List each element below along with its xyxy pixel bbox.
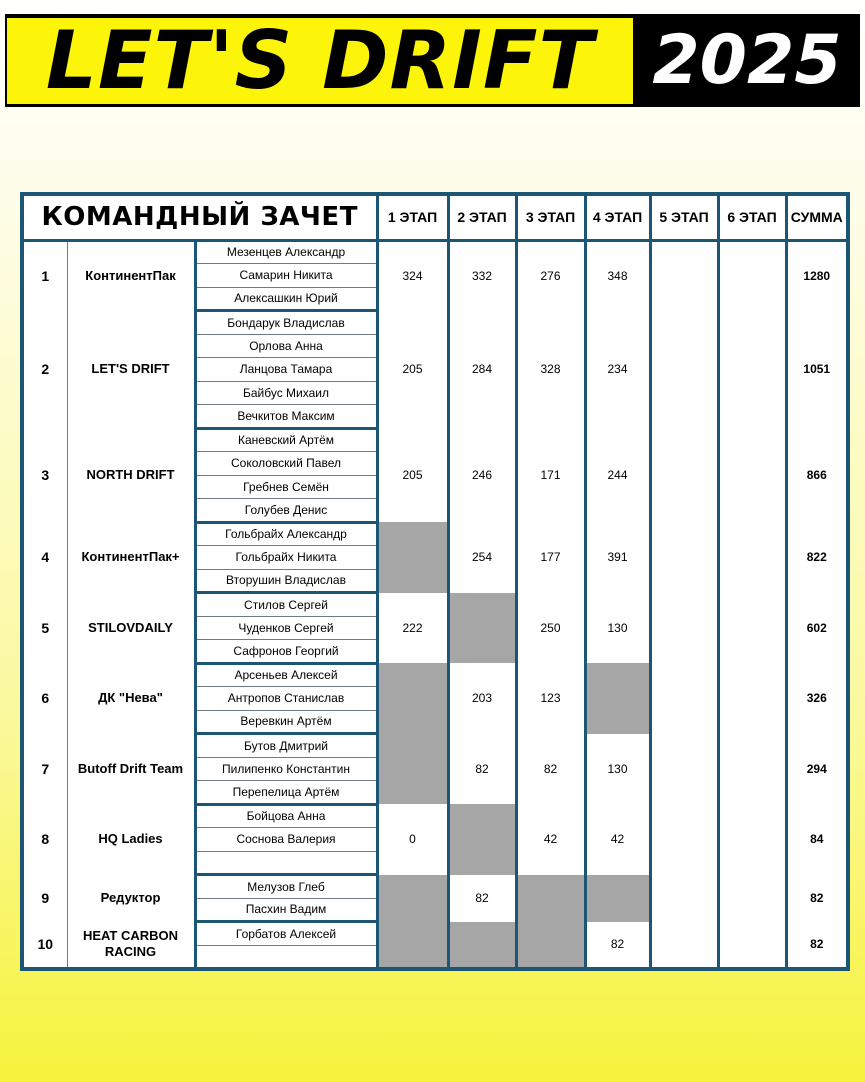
table-row xyxy=(22,240,848,264)
stage-2-score: 254 xyxy=(448,522,516,593)
stage-3-score: 250 xyxy=(516,593,585,664)
driver-name: Пилипенко Константин xyxy=(195,757,377,781)
stage-1-score: 222 xyxy=(377,593,448,664)
stage-4-score: 391 xyxy=(585,522,650,593)
stage-4-score: 82 xyxy=(585,922,650,969)
team-name: HEAT CARBON RACING xyxy=(67,922,195,969)
team-place: 8 xyxy=(22,804,67,875)
driver-name: Гольбрайх Никита xyxy=(195,546,377,570)
driver-name: Чуденков Сергей xyxy=(195,616,377,640)
stage-3-score: 276 xyxy=(516,240,585,311)
driver-name: Орлова Анна xyxy=(195,334,377,358)
stage-3-header: 3 ЭТАП xyxy=(516,194,585,240)
stage-1-score: 205 xyxy=(377,311,448,429)
stage-2-score: 284 xyxy=(448,311,516,429)
team-total: 82 xyxy=(786,922,848,969)
event-year: 2025 xyxy=(652,21,842,100)
stage-2-score xyxy=(448,593,516,664)
stage-1-score xyxy=(377,663,448,734)
team-name: LET'S DRIFT xyxy=(67,311,195,429)
driver-name: Самарин Никита xyxy=(195,264,377,288)
team-place: 6 xyxy=(22,663,67,734)
driver-name: Байбус Михаил xyxy=(195,381,377,405)
stage-4-score: 348 xyxy=(585,240,650,311)
driver-name: Ланцова Тамара xyxy=(195,358,377,382)
stage-1-header: 1 ЭТАП xyxy=(377,194,448,240)
driver-name: Бондарук Владислав xyxy=(195,311,377,335)
driver-name: Гольбрайх Александр xyxy=(195,522,377,546)
team-name: Butoff Drift Team xyxy=(67,734,195,805)
driver-name: Алексашкин Юрий xyxy=(195,287,377,311)
driver-name: Соснова Валерия xyxy=(195,828,377,852)
stage-2-score: 82 xyxy=(448,875,516,922)
stage-3-score: 123 xyxy=(516,663,585,734)
stage-2-score: 246 xyxy=(448,428,516,522)
team-place: 3 xyxy=(22,428,67,522)
banner-title-block xyxy=(7,14,633,107)
team-name: STILOVDAILY xyxy=(67,593,195,664)
stage-3-score xyxy=(516,922,585,969)
stage-1-score xyxy=(377,922,448,969)
table-title: КОМАНДНЫЙ ЗАЧЕТ xyxy=(22,194,377,240)
driver-name: Пасхин Вадим xyxy=(195,898,377,922)
stage-6-column xyxy=(718,240,786,969)
team-name: КонтинентПак+ xyxy=(67,522,195,593)
driver-name: Перепелица Артём xyxy=(195,781,377,805)
stage-4-score xyxy=(585,875,650,922)
driver-name: Стилов Сергей xyxy=(195,593,377,617)
stage-4-header: 4 ЭТАП xyxy=(585,194,650,240)
team-place: 1 xyxy=(22,240,67,311)
team-name: КонтинентПак xyxy=(67,240,195,311)
stage-4-score: 130 xyxy=(585,593,650,664)
stage-2-score: 203 xyxy=(448,663,516,734)
stage-1-score: 205 xyxy=(377,428,448,522)
driver-name xyxy=(195,851,377,875)
driver-name: Бойцова Анна xyxy=(195,804,377,828)
driver-name: Антропов Станислав xyxy=(195,687,377,711)
team-name: NORTH DRIFT xyxy=(67,428,195,522)
driver-name: Вторушин Владислав xyxy=(195,569,377,593)
team-place: 7 xyxy=(22,734,67,805)
driver-name: Соколовский Павел xyxy=(195,452,377,476)
stage-5-column xyxy=(650,240,718,969)
standings-body xyxy=(22,240,848,969)
team-name: Редуктор xyxy=(67,875,195,922)
stage-2-score xyxy=(448,804,516,875)
driver-name xyxy=(195,945,377,969)
team-total: 326 xyxy=(786,663,848,734)
team-place: 5 xyxy=(22,593,67,664)
driver-name: Веревкин Артём xyxy=(195,710,377,734)
stage-2-score xyxy=(448,922,516,969)
stage-3-score: 82 xyxy=(516,734,585,805)
driver-name: Горбатов Алексей xyxy=(195,922,377,946)
driver-name: Сафронов Георгий xyxy=(195,640,377,664)
team-place: 2 xyxy=(22,311,67,429)
stage-3-score: 42 xyxy=(516,804,585,875)
driver-name: Арсеньев Алексей xyxy=(195,663,377,687)
stage-3-score xyxy=(516,875,585,922)
team-place: 9 xyxy=(22,875,67,922)
driver-name: Вечкитов Максим xyxy=(195,405,377,429)
stage-1-score xyxy=(377,734,448,805)
stage-1-score xyxy=(377,522,448,593)
team-total: 1051 xyxy=(786,311,848,429)
stage-2-score: 82 xyxy=(448,734,516,805)
team-total: 822 xyxy=(786,522,848,593)
stage-4-score xyxy=(585,663,650,734)
stage-1-score: 324 xyxy=(377,240,448,311)
team-name: HQ Ladies xyxy=(67,804,195,875)
team-total: 84 xyxy=(786,804,848,875)
team-total: 866 xyxy=(786,428,848,522)
team-place: 10 xyxy=(22,922,67,969)
team-total: 294 xyxy=(786,734,848,805)
event-title: LET'S DRIFT xyxy=(45,14,595,107)
stage-5-header: 5 ЭТАП xyxy=(650,194,718,240)
driver-name: Голубев Денис xyxy=(195,499,377,523)
stage-3-score: 177 xyxy=(516,522,585,593)
driver-name: Бутов Дмитрий xyxy=(195,734,377,758)
driver-name: Мезенцев Александр xyxy=(195,240,377,264)
stage-3-score: 171 xyxy=(516,428,585,522)
stage-2-header: 2 ЭТАП xyxy=(448,194,516,240)
driver-name: Мелузов Глеб xyxy=(195,875,377,899)
stage-4-score: 244 xyxy=(585,428,650,522)
stage-4-score: 234 xyxy=(585,311,650,429)
stage-4-score: 42 xyxy=(585,804,650,875)
stage-6-header: 6 ЭТАП xyxy=(718,194,786,240)
driver-name: Гребнев Семён xyxy=(195,475,377,499)
stage-4-score: 130 xyxy=(585,734,650,805)
team-total: 1280 xyxy=(786,240,848,311)
team-standings-table xyxy=(20,192,850,971)
team-name: ДК "Нева" xyxy=(67,663,195,734)
driver-name: Каневский Артём xyxy=(195,428,377,452)
table-header-row xyxy=(22,194,848,240)
team-total: 602 xyxy=(786,593,848,664)
total-header: СУММА xyxy=(786,194,848,240)
stage-3-score: 328 xyxy=(516,311,585,429)
team-place: 4 xyxy=(22,522,67,593)
team-total: 82 xyxy=(786,875,848,922)
stage-1-score: 0 xyxy=(377,804,448,875)
stage-1-score xyxy=(377,875,448,922)
stage-2-score: 332 xyxy=(448,240,516,311)
